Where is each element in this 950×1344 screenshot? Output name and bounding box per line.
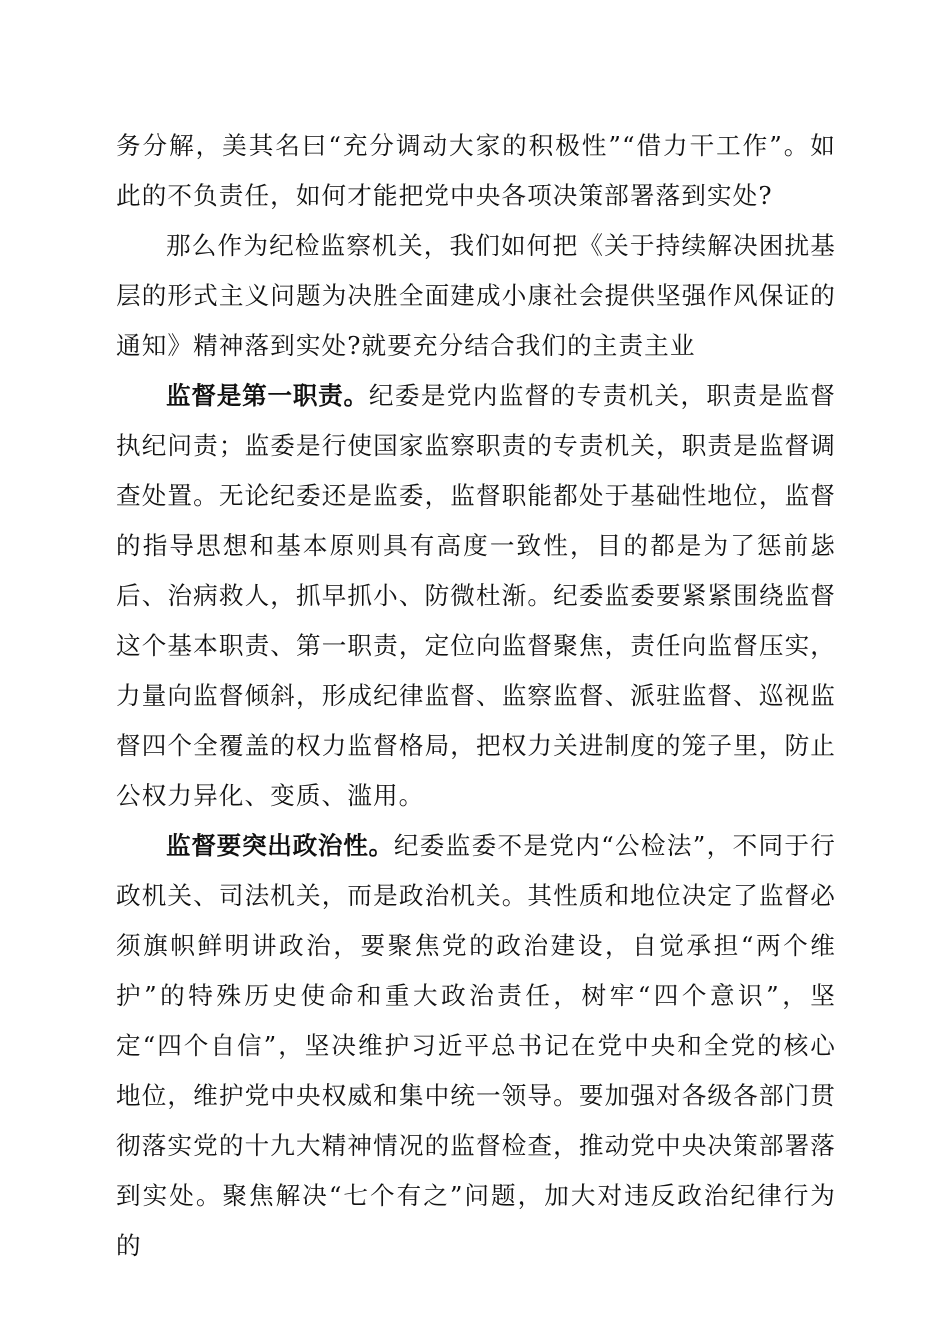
paragraph-text: 纪委监委不是党内“公检法”，不同于行政机关、司法机关，而是政治机关。其性质和地位决定了监督必须旗帜鲜明讲政治，要聚焦党的政治建设，自觉承担“两个维护”的特殊历史使命和重大政治责任，树牢“四个意识”，坚定“四个自信”，坚决维护习近平总书记在党中央和全党的核心地位，维护党中央权威和集中统一领导。要加强对各级各部门贯彻落实党的十九大精神情况的监督检查，推动党中央决策部署落到实处。聚焦解决“七个有之”问题，加大对违反政治纪律行为的 (116, 831, 836, 1260)
section-heading-political-supervision: 监督要突出政治性。 (166, 831, 394, 860)
paragraph-continuation: 务分解，美其名曰“充分调动大家的积极性”“借力干工作”。如此的不负责任，如何才能把党中央各项决策部署落到实处? (116, 131, 836, 210)
paragraph-text: 纪委是党内监督的专责机关，职责是监督执纪问责；监委是行使国家监察职责的专责机关，职责是监督调查处置。无论纪委还是监委，监督职能都处于基础性地位，监督的指导思想和基本原则具有高度一致性，目的都是为了惩前毖后、治病救人，抓早抓小、防微杜渐。纪委监委要紧紧围绕监督这个基本职责、第一职责，定位向监督聚焦，责任向监督压实，力量向监督倾斜，形成纪律监督、监察监督、派驻监督、巡视监督四个全覆盖的权力监督格局，把权力关进制度的笼子里，防止公权力异化、变质、滥用。 (116, 381, 836, 810)
section-heading-supervision-duty: 监督是第一职责。 (166, 381, 369, 410)
paragraph-political-supervision (116, 821, 836, 1271)
paragraph-supervision-duty (116, 371, 836, 821)
document-body (116, 121, 836, 1271)
paragraph-question: 那么作为纪检监察机关，我们如何把《关于持续解决困扰基层的形式主义问题为决胜全面建成小康社会提供坚强作风保证的通知》精神落到实处?就要充分结合我们的主责主业 (116, 231, 836, 360)
